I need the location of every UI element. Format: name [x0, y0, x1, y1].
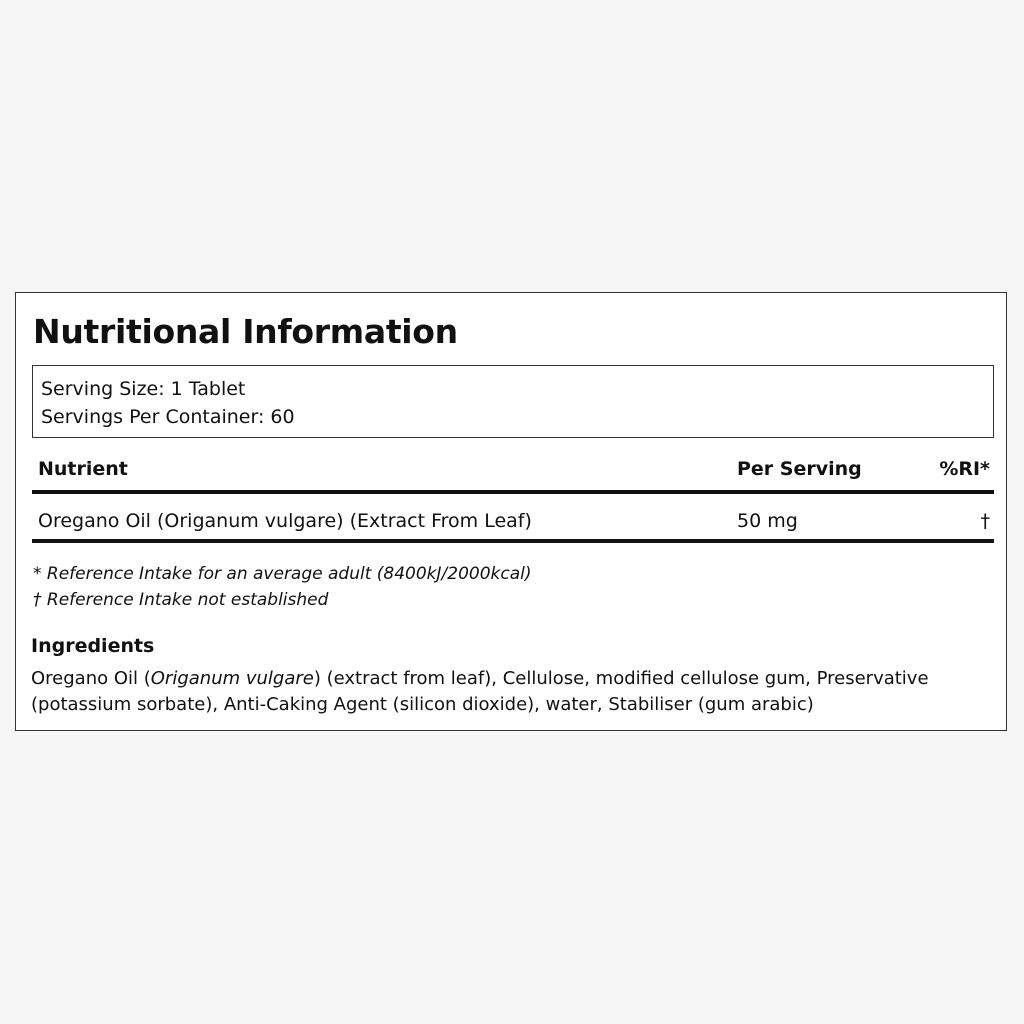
servings-per-container: Servings Per Container: 60	[41, 406, 295, 428]
table-row	[32, 494, 994, 534]
ingredients-heading: Ingredients	[31, 635, 155, 657]
page-title: Nutritional Information	[33, 312, 458, 351]
nutrient-table	[32, 451, 994, 543]
ingredients-suffix: ) (extract from leaf), Cellulose, modified cellulose gum, Preservative (potassium sorbate), Anti-Caking Agent (silicon dioxide), water, Stabiliser (gum arabic)	[31, 668, 929, 715]
nutrient-amount: 50 mg	[737, 510, 798, 532]
column-header-per-serving: Per Serving	[737, 458, 862, 480]
footnotes	[33, 561, 532, 613]
ingredients-prefix: Oregano Oil (	[31, 668, 151, 689]
column-header-nutrient: Nutrient	[38, 458, 128, 480]
nutrient-ri: †	[980, 510, 990, 532]
column-header-ri: %RI*	[939, 458, 990, 480]
table-bottom-rule	[32, 539, 994, 543]
nutrition-panel	[15, 292, 1007, 731]
footnote-reference-intake: * Reference Intake for an average adult (8400kJ/2000kcal)	[33, 564, 532, 584]
serving-info-box	[32, 365, 994, 438]
table-header-row	[32, 451, 994, 487]
nutrient-name: Oregano Oil (Origanum vulgare) (Extract From Leaf)	[38, 510, 532, 532]
serving-size: Serving Size: 1 Tablet	[41, 378, 246, 400]
ingredients-latin-name: Origanum vulgare	[150, 668, 314, 689]
ingredients-text	[31, 666, 981, 718]
footnote-not-established: † Reference Intake not established	[33, 590, 329, 610]
